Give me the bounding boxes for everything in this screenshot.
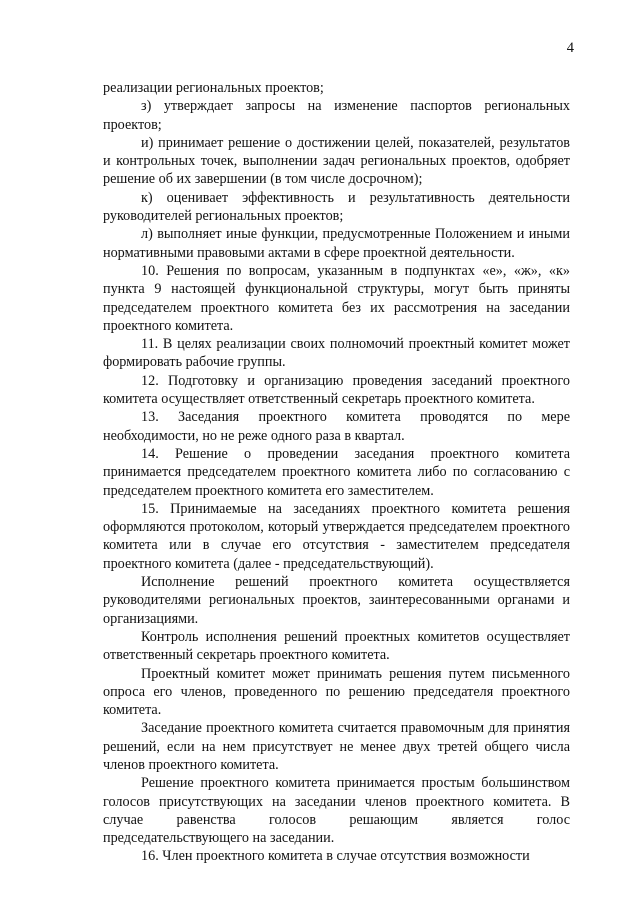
paragraph-item-k: к) оценивает эффективность и результативность деятельности руководителей региональных проектов; — [103, 189, 570, 225]
paragraph-10: 10. Решения по вопросам, указанным в подпунктах «е», «ж», «к» пункта 9 настоящей функциональной структуры, могут быть приняты председателем проектного комитета без их рассмотрения на заседании проектного комитета. — [103, 262, 570, 334]
paragraph-11: 11. В целях реализации своих полномочий проектный комитет может формировать рабочие группы. — [103, 336, 570, 371]
paragraph-majority-vote: Решение проектного комитета принимается простым большинством голосов присутствующих на заседании членов проектного комитета. В случае равенства голосов решающим является голос председательствующего на заседании. — [103, 775, 570, 847]
paragraph-15: 15. Принимаемые на заседаниях проектного комитета решения оформляются протоколом, который утверждается председателем проектного комитета или в случае его отсутствия - заместителем председателя проектного комитета (далее - председательствующий). — [103, 500, 570, 572]
paragraph-12: 12. Подготовку и организацию проведения заседаний проектного комитета осуществляет ответственный секретарь проектного комитета. — [103, 372, 570, 408]
paragraph-execution: Исполнение решений проектного комитета осуществляется руководителями региональных проектов, заинтересованными органами и организациями. — [103, 574, 570, 627]
paragraph-item-z: з) утверждает запросы на изменение паспортов региональных проектов; — [103, 98, 570, 133]
paragraph-item-l: л) выполняет иные функции, предусмотренные Положением и иными нормативными правовыми актами в сфере проектной деятельности. — [103, 226, 570, 261]
document-body — [103, 79, 570, 866]
paragraph-quorum: Заседание проектного комитета считается правомочным для принятия решений, если на нем присутствует не менее двух третей общего числа членов проектного комитета. — [103, 720, 570, 773]
paragraph-16: 16. Член проектного комитета в случае отсутствия возможности — [141, 848, 530, 865]
paragraph-14: 14. Решение о проведении заседания проектного комитета принимается председателем проектного комитета либо по согласованию с председателем проектного комитета его заместителем. — [103, 445, 570, 499]
paragraph-written-poll: Проектный комитет может принимать решения путем письменного опроса его членов, проведенного по решению председателя проектного комитета. — [103, 665, 570, 719]
paragraph-item-i: и) принимает решение о достижении целей, показателей, результатов и контрольных точек, выполнении задач региональных проектов, одобряет решение об их завершении (в том числе досрочном); — [103, 134, 570, 188]
paragraph-continuation: реализации региональных проектов; — [103, 80, 324, 96]
page-number: 4 — [566, 40, 574, 56]
paragraph-13: 13. Заседания проектного комитета проводятся по мере необходимости, но не реже одного раза в квартал. — [103, 409, 570, 444]
paragraph-control: Контроль исполнения решений проектных комитетов осуществляет ответственный секретарь проектного комитета. — [103, 628, 570, 664]
